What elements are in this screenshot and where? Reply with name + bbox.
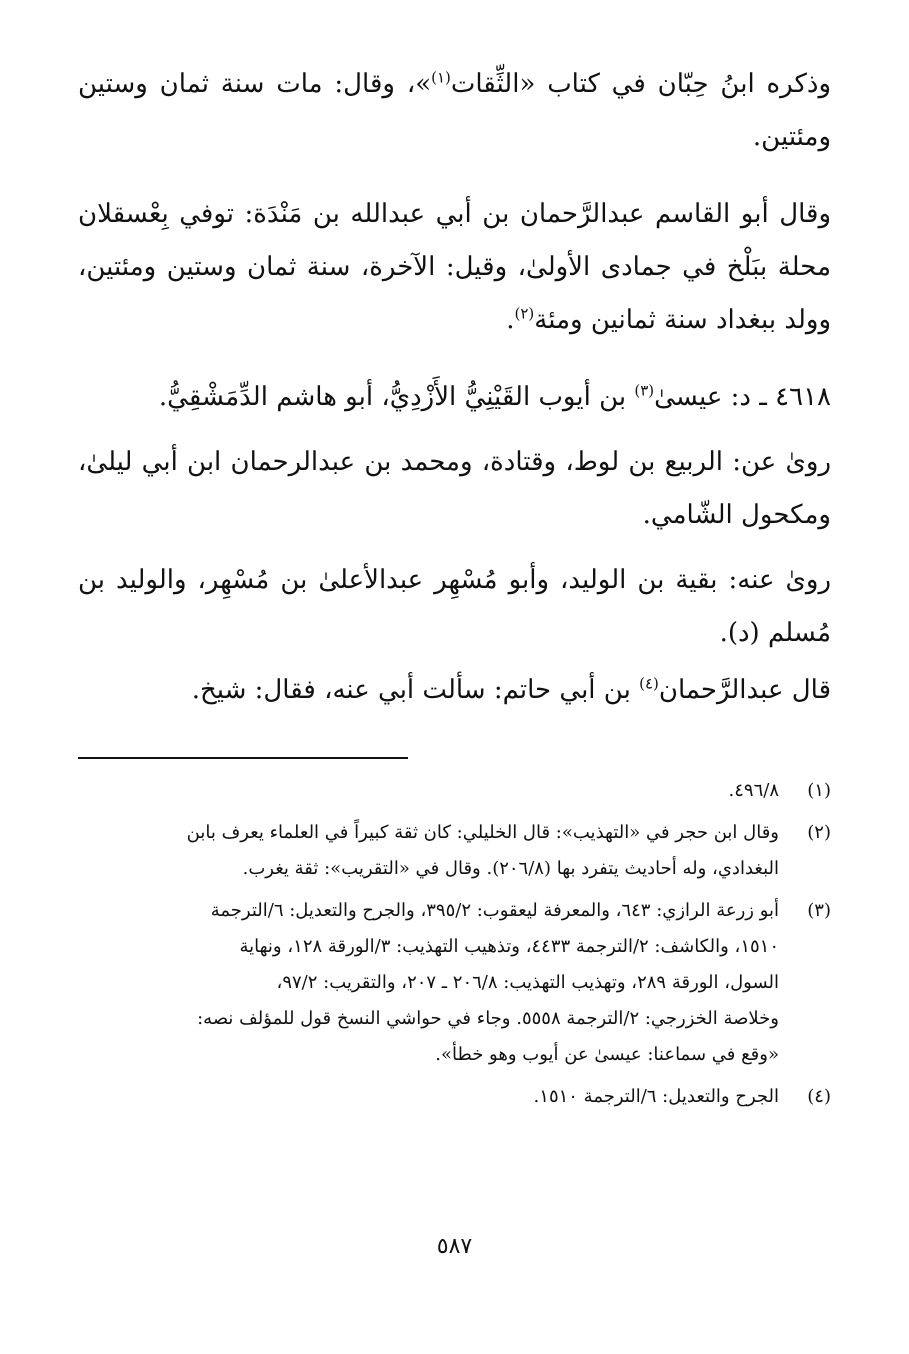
footnote-3 bbox=[78, 893, 831, 1073]
footnote-line: وقال ابن حجر في «التهذيب»: قال الخليلي: كان ثقة كبيراً في العلماء يعرف بابن bbox=[186, 822, 779, 843]
footnote-ref-4[interactable]: (٤) bbox=[639, 674, 659, 693]
footnote-4 bbox=[78, 1079, 831, 1115]
footnote-line: ٤٩٦/٨. bbox=[728, 780, 779, 801]
footnote-number: (١) bbox=[807, 780, 831, 801]
footnote-line: الجرح والتعديل: ٦/الترجمة ١٥١٠. bbox=[533, 1086, 779, 1107]
footnote-1 bbox=[78, 773, 831, 809]
footnote-2 bbox=[78, 815, 831, 887]
footnote-line: «وقع في سماعنا: عيسىٰ عن أيوب وهو خطأ». bbox=[435, 1044, 779, 1065]
paragraph-abu-hatim: قال عبدالرَّحمان$^{(٤)}$ بن أبي حاتم: سألت أبي عنه، فقال: شيخ. bbox=[191, 674, 831, 705]
paragraph-narrated-from: روىٰ عن: الربيع بن لوط، وقتادة، ومحمد بن عبدالرحمان ابن أبي ليلىٰ، ومكحول الشّامي. bbox=[78, 447, 832, 530]
page-number: ٥٨٧ bbox=[436, 1234, 473, 1259]
footnote-ref-2[interactable]: (٢) bbox=[514, 304, 535, 323]
entry-heading-4618: ٤٦١٨ ـ د: عيسىٰ$^{(٣)}$ بن أيوب القَيْنِيُّ الأَزْدِيُّ، أبو هاشم الدِّمَشْقِيُّ. bbox=[158, 381, 831, 412]
footnote-line: البغدادي، وله أحاديث يتفرد بها (٢٠٦/٨). وقال في «التقريب»: ثقة يغرب. bbox=[242, 858, 779, 879]
footnote-ref-1[interactable]: (١) bbox=[431, 68, 451, 87]
footnote-line: وخلاصة الخزرجي: ٢/الترجمة ٥٥٥٨. وجاء في حواشي النسخ قول للمؤلف نصه: bbox=[197, 1008, 779, 1029]
footnote-line: أبو زرعة الرازي: ٦٤٣، والمعرفة ليعقوب: ٣٩٥/٢، والجرح والتعديل: ٦/الترجمة bbox=[210, 900, 779, 921]
footnote-number: (٤) bbox=[807, 1086, 831, 1107]
paragraph-ibn-mandah: وقال أبو القاسم عبدالرَّحمان بن أبي عبدالله بن مَنْدَة: توفي بِعْسقلان محلة ببَلْخ في جمادى الأولىٰ، وقيل: الآخرة، سنة ثمان وستين ومئتين، وولد ببغداد سنة ثمانين ومئة$^{(٢)}$. bbox=[78, 199, 831, 335]
footnote-number: (٢) bbox=[807, 822, 831, 843]
footnote-line: السول، الورقة ٢٨٩، وتهذيب التهذيب: ٢٠٦/٨ ـ ٢٠٧، والتقريب: ٩٧/٢، bbox=[276, 972, 779, 993]
footnote-line: ١٥١٠، والكاشف: ٢/الترجمة ٤٤٣٣، وتذهيب التهذيب: ٣/الورقة ١٢٨، ونهاية bbox=[239, 936, 779, 957]
main-text bbox=[78, 58, 831, 717]
footnotes bbox=[78, 773, 831, 1115]
paragraph-narrated-by: روىٰ عنه: بقية بن الوليد، وأبو مُسْهِر عبدالأعلىٰ بن مُسْهِر، والوليد بن مُسلم (د). bbox=[78, 565, 831, 648]
footnote-ref-3[interactable]: (٣) bbox=[634, 381, 655, 400]
footnote-number: (٣) bbox=[807, 900, 831, 921]
footnote-divider bbox=[78, 757, 408, 759]
paragraph-ibn-hibban: وذكره ابنُ حِبّان في كتاب «الثِّقات$^{(١)}$»، وقال: مات سنة ثمان وستين ومئتين. bbox=[78, 68, 831, 152]
